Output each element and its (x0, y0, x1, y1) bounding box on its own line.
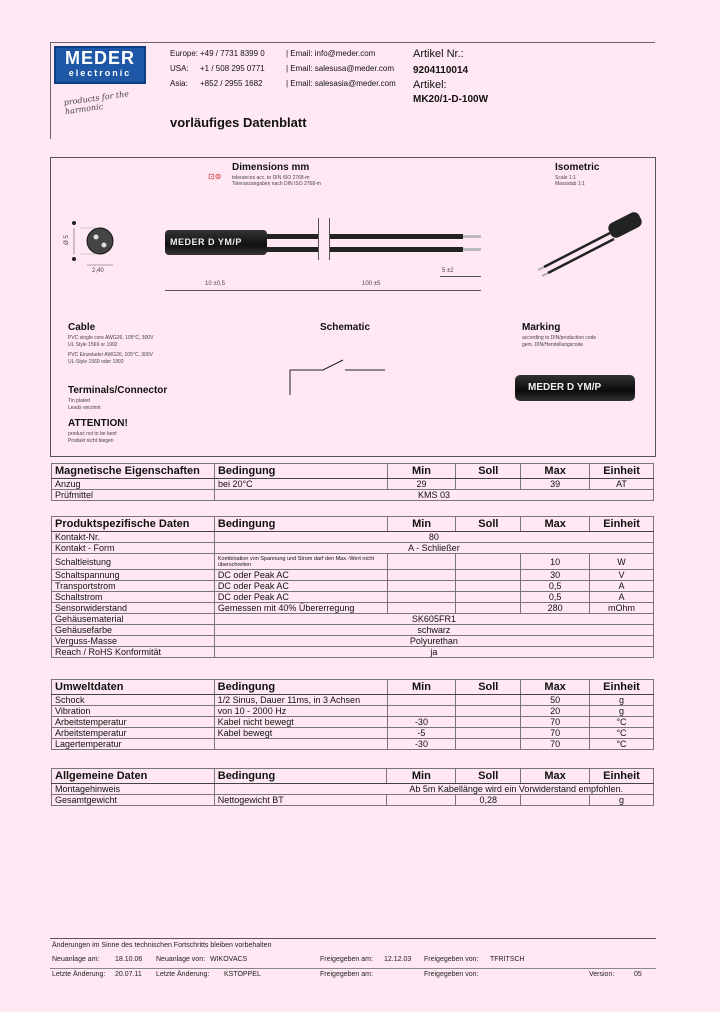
schematic-title: Schematic (320, 322, 371, 333)
table-row: Schaltstrom DC oder Peak AC 0,5 A (52, 592, 654, 603)
dimensions-title: Dimensions mm (232, 162, 310, 173)
table-row: Kontakt-Nr. 80 (52, 532, 654, 543)
dim-line (165, 290, 481, 291)
table-environment (51, 679, 654, 750)
cable-title: Cable (68, 322, 96, 333)
marking-title: Marking (522, 322, 561, 333)
cable-break (318, 218, 330, 260)
dim-cable: 100 ±5 (362, 281, 381, 287)
artikel-label: Artikel: (413, 79, 447, 91)
marking-line-1: according to DIN/production code (522, 335, 597, 341)
isometric-view (530, 195, 650, 285)
artikel-nr-label: Artikel Nr.: (413, 48, 464, 60)
table-row: Reach / RoHS Konformität ja (52, 647, 654, 658)
table-row: Schaltspannung DC oder Peak AC 30 V (52, 570, 654, 581)
table-row: Arbeitstemperatur Kabel nicht bewegt -30 70 °C (52, 717, 654, 728)
table-general (51, 768, 654, 806)
dim-width: 2,40 (92, 268, 104, 274)
contact-usa: USA: +1 / 508 295 0771 | Email: salesusa@meder.com (170, 64, 395, 73)
contact-asia: Asia: +852 / 2955 1682 | Email: salesasia@meder.com (170, 79, 396, 88)
schematic-diagram (285, 355, 395, 410)
logo-top: MEDER (64, 48, 135, 68)
marking-line-2: gem. DIN/Herstellungscode (522, 342, 584, 348)
table-magnetic (51, 463, 654, 501)
cable-line-3: PVC Einzelader AWG26, 105°C, 300V (68, 352, 153, 358)
table-header: Magnetische Eigenschaften Bedingung Min Soll Max Einheit (52, 464, 654, 479)
tagline: products for the harmonic (63, 89, 130, 117)
table-row: Schaltleistung Kombination von Spannung und Strom darf den Max.-Wert nicht überschreiten 10 W (52, 554, 654, 570)
table-row: Gehäusefarbe schwarz (52, 625, 654, 636)
dim-body: 10 ±0,5 (205, 281, 225, 287)
artikel-nr: 9204110014 (413, 65, 469, 76)
version-label: Version: (589, 971, 615, 978)
cable-line-2: UL Style 1569 or 1992 (68, 342, 118, 348)
attention-line-2: Produkt nicht biegen (68, 438, 114, 444)
table-row: Schock 1/2 Sinus, Dauer 11ms, in 3 Achsen 50 g (52, 695, 654, 706)
table-row: Kontakt - Form A - Schließer (52, 543, 654, 554)
table-row: Arbeitstemperatur Kabel bewegt -5 70 °C (52, 728, 654, 739)
footer-row-2: Letzte Änderung: 20.07.11 Letzte Änderung: KSTOPPEL Freigegeben am: Freigegeben von: Version: 05 (52, 971, 642, 978)
contact-europe: Europe: +49 / 7731 8399 0 | Email: info@meder.com (170, 49, 376, 58)
footer-rule-2 (50, 968, 656, 969)
artikel: MK20/1-D-100W (413, 94, 489, 105)
table-header: Allgemeine Daten Bedingung Min Soll Max Einheit (52, 769, 654, 784)
isometric-title: Isometric (555, 162, 600, 173)
table-header: Umweltdaten Bedingung Min Soll Max Einheit (52, 680, 654, 695)
table-row: Lagertemperatur -30 70 °C (52, 739, 654, 750)
terminals-title: Terminals/Connector (68, 385, 168, 396)
dim-note2: Toleranzangaben nach DIN ISO 2768-m (232, 181, 321, 187)
iso-note1: Scale 1:1 (555, 175, 576, 181)
table-row: Montagehinweis Ab 5m Kabellänge wird ein Vorwiderstand empfohlen. (52, 784, 654, 795)
cross-section-view (60, 215, 130, 285)
projection-icon: ⊡⊚ (208, 172, 222, 181)
footer-notice: Änderungen im Sinne des technischen Fortschritts bleiben vorbehalten (52, 942, 272, 949)
table-header: Produktspezifische Daten Bedingung Min Soll Max Einheit (52, 517, 654, 532)
footer-row-1: Neuanlage am: 18.10.06 Neuanlage von: WIKOVACS Freigegeben am: 12.12.03 Freigegeben von: TFRITSCH (52, 956, 525, 963)
wire-bottom (267, 247, 463, 252)
table-row: Transportstrom DC oder Peak AC 0,5 A (52, 581, 654, 592)
table-row: Sensorwiderstand Gemessen mit 40% Übererregung 280 mOhm (52, 603, 654, 614)
wire-top (267, 234, 463, 239)
logo (54, 46, 146, 84)
dim-strip: 5 ±2 (442, 268, 454, 274)
table-product (51, 516, 654, 658)
footer-rule (50, 938, 656, 939)
dim-note1: tolerances acc. to DIN ISO 2768-m (232, 175, 310, 181)
table-row: Vibration von 10 - 2000 Hz 20 g (52, 706, 654, 717)
cable-line-4: UL-Style 1569 oder 1992 (68, 359, 124, 365)
body-label: MEDER D YM/P (170, 237, 242, 247)
table-row: Anzug bei 20°C 29 39 AT (52, 479, 654, 490)
contact-block (170, 48, 410, 93)
wire-bottom-tip (463, 248, 481, 251)
cable-line-1: PVC single core AWG26, 105°C, 300V (68, 335, 154, 341)
iso-note2: Massstab 1:1 (555, 181, 585, 187)
terminals-line-1: Tin plated (68, 398, 90, 404)
table-row: Gesamtgewicht Nettogewicht BT 0,28 g (52, 795, 654, 806)
table-row: Gehäusematerial SK605FR1 (52, 614, 654, 625)
table-row: Prüfmittel KMS 03 (52, 490, 654, 501)
logo-bottom: electronic (68, 68, 132, 78)
wire-top-tip (463, 235, 481, 238)
doc-title: vorläufiges Datenblatt (170, 115, 307, 130)
table-row: Verguss-Masse Polyurethan (52, 636, 654, 647)
attention-title: ATTENTION! (68, 418, 128, 429)
terminals-line-2: Leads verzinnt (68, 405, 101, 411)
marking-label: MEDER D YM/P (528, 382, 602, 393)
attention-line-1: product not to be bent (68, 431, 117, 437)
version: 05 (634, 971, 642, 978)
dim-diameter: Ø 5 (63, 235, 70, 245)
dim-strip-line (440, 276, 481, 277)
